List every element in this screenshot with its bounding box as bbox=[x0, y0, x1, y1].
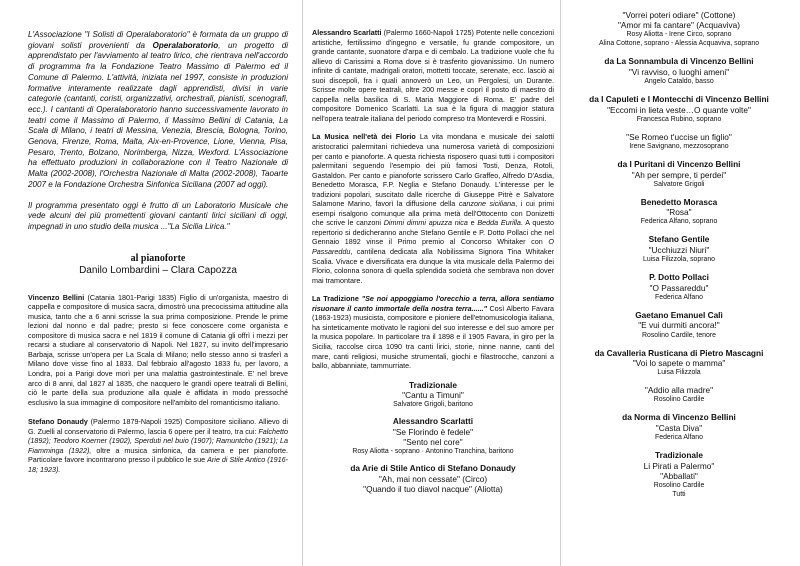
programme-list-middle bbox=[312, 380, 554, 495]
text-run: , un progetto di apprendistato per l'avviamento al teatro lirico, che rientrava nell'accordo di programma fra la Fondazione Teatro Massimo di Palermo ed il Comune di Palermo. L'attività, iniziata nel 1997, consiste in produzioni formative interamente realizzate dagli apprendisti, divisi in varie categorie (cantanti, coristi, organizzativi, orchestrali, pianisti, scenografi, ecc.). I cantanti di Operalaboratorio hanno successivamente lavorato in teatri come il Massimo di Palermo, il Massimo Bellini di Catania, La Scala di Milano, i teatri di Messina, Venezia, Brescia, Bologna, Torino, Genova, Firenze, Roma, Malta, Aix-en-Provence, Lione, Vienna, Pisa, Pesaro, Trento, Bolzano, Norimberga, Nizza, Wexford. L'Associazione ha effettuato produzioni in collaborazione con il Teatro Nazionale di Malta (2002-2008), l'Orchestra Nazionale di Malta (2002-2008), Taoarte 2007 e la Fondazione Orchestra Sinfonica Siciliana (2007 ad oggi). bbox=[28, 40, 289, 189]
song-title: "Voi lo sapete o mamma" bbox=[632, 358, 726, 369]
text-run: (Palermo 1660-Napoli 1725) Potente nelle concezioni artistiche, fertilissimo d'ingegno e versatile, fu grande compositore, un grande cantante, suonatore d'arpa e di cembalo. La tradizione vuole che fu allievo di Carissimi a Roma dove si è trasferito giovanissimo. Un numero infinite di cantate, madrigali oratori, mottetti toccate, serenate, ecc. lasciò ai suoi discepoli, fra i quali annoverò un Leo, un Pergolesi, un Durante. Scrisse molte opere teatrali, oltre 200 messe e coprì il posto di maestro di cappella nella basilica di S. Maria Maggiore di Roma. E' padre del compositore Domenico Scarlatti. La sua è la figura di maggior statura nell'opera teatrale italiana del periodo compreso tra Monteverdi e Rossini. bbox=[312, 28, 554, 123]
programme-list-right bbox=[566, 56, 792, 499]
programme-item bbox=[566, 197, 792, 227]
composer-title: P. Dotto Pollaci bbox=[649, 272, 709, 283]
performer-line: Luisa Filizzola, soprano bbox=[642, 256, 715, 264]
programme-item bbox=[566, 159, 792, 189]
text-run: e bbox=[467, 218, 478, 228]
bio-alessandro-scarlatti bbox=[312, 28, 554, 123]
performer-line: Rosy Aliotta - Irene Circo, soprano bbox=[626, 31, 732, 39]
composer-title: da La Sonnambula di Vincenzo Bellini bbox=[604, 56, 754, 67]
performer-line: Luisa Filizzola bbox=[657, 369, 701, 377]
text-run: . A questo repertorio si dedicheranno anche Stefano Gentile e P. Dotto Pollaci che nel Gennaio 1892 vinse il Primo premio al Concorso Whitaker con bbox=[312, 218, 554, 247]
composer-title: Benedetto Morasca bbox=[640, 196, 718, 207]
song-title: "Vorrei poteri odiare" (Cottone) bbox=[622, 10, 736, 20]
performer-line: Salvatore Grigoli bbox=[653, 180, 705, 188]
composer-title: Gaetano Emanuel Calì bbox=[635, 309, 723, 320]
performer-line: Alina Cottone, soprano - Alessia Acquaviva, soprano bbox=[598, 40, 760, 48]
programme-item bbox=[566, 450, 792, 499]
text-run: Vincenzo Bellini bbox=[28, 292, 85, 302]
composer-title: da Arie di Stile Antico di Stefano Donaudy bbox=[350, 463, 516, 474]
performer-line: Federica Alfano, soprano bbox=[640, 218, 718, 226]
performer-line: Rosy Aliotta - soprano · Antonino Tranchina, baritono bbox=[352, 448, 514, 456]
text-run: La Tradizione bbox=[312, 294, 359, 304]
bio-stefano-donaudy bbox=[28, 417, 288, 474]
song-title: "Ah, mai non cessate" (Circo) bbox=[378, 473, 488, 484]
performer-line: Federica Alfano bbox=[655, 293, 703, 301]
text-run: O Passareddu bbox=[312, 237, 554, 257]
song-title: "Casta Diva" bbox=[655, 422, 703, 433]
composer-title: Tradizionale bbox=[409, 379, 457, 390]
composer-title: Alessandro Scarlatti bbox=[392, 416, 474, 427]
programme-item bbox=[566, 310, 792, 340]
section-musica-florio bbox=[312, 132, 554, 285]
programme-item bbox=[312, 380, 554, 410]
song-title: "Vi ravviso, o luoghi ameni" bbox=[628, 66, 730, 77]
song-title: "Cantu a Timuni" bbox=[402, 390, 464, 401]
song-title: "Abballati" bbox=[660, 470, 698, 481]
text-run: Falchetto (1892); Teodoro Koerner (1902), Sperduti nel buio (1907); Ramuntcho (1921); La Fiamminga (1922), bbox=[28, 426, 288, 455]
song-title: "Ah per sempre, ti perdei" bbox=[631, 169, 727, 180]
pianoforte-title: al pianoforte bbox=[130, 252, 186, 264]
composer-title: da Cavalleria Rusticana di Pietro Mascagni bbox=[594, 347, 764, 358]
text-run: La vita mondana e musicale dei salotti aristocratici palermitani richiedeva una numerosa varietà di composizioni per canto e pianoforte. A questa richiesta risposero quasi tutti i compositori palermitani seguendo l'esempio dei più famosi Tosti, Denza, Rotoli, Gastaldon. Per canto e pianoforte scrissero Carlo Graffeo, Alfredo D'Asdia, Benedetto Morasca, F.P. Neglia e Stefano Donaudy. L'interesse per le tradizioni popolari, suscitato dalle ricerche di Giuseppe Pitrè e Salvatore Salamone Marino, favorì la diffusione della bbox=[312, 132, 554, 209]
performer-line: Rosolino Cardile bbox=[653, 482, 705, 490]
composer-title: da I Puritani di Vincenzo Bellini bbox=[617, 159, 741, 170]
performer-line: Salvatore Grigoli, baritono bbox=[393, 401, 473, 409]
performer-line: Francesca Rubino, soprano bbox=[636, 115, 722, 123]
composer-title: da Norma di Vincenzo Bellini bbox=[622, 412, 736, 423]
performer-line: Rosolino Cardile bbox=[653, 396, 705, 404]
text-run: Dimmi dimmi apuzza nica bbox=[383, 218, 468, 228]
programme-item bbox=[566, 234, 792, 264]
text-run: canzone siciliana bbox=[458, 199, 516, 209]
bio-vincenzo-bellini bbox=[28, 293, 288, 408]
text-run: (Catania 1801-Parigi 1835) Figlio di un'organista, maestro di cappella e compositore di musica sacra, dimostrò una precocissima attitudine alla musica, tanto che a 6 anni scrisse la sua prima composizione. Prende le prime lezioni dal nonno e dal padre; presto si fece conoscere come organista e compositore di musica sacra e nel 1819 il comune di Catania gli offrì i mezzi per recarsi a studiare al conservatorio di Napoli. Nel 1827, su invito dell'impresario Barbaja, scrisse un'opera per La Scala di Milano; nello stesso anno si trasferì a Milano dove visse fino al 1833. Dal febbraio all'agosto 1833 fu, per lavoro, a Londra, poi a Parigi dove morì per una malattia gastrointestinale. E' nel breve arco di 8 anni, dal 1827 al 1835, che nacquero le grandi opere teatrali di Bellini, ciò le parte della sua produzione alla quale è affidata in modo pressoché esclusivo la sua immagine di compositore nell'ambito del romanticismo italiano. bbox=[28, 292, 289, 407]
performer-line: Angelo Cataldo, basso bbox=[644, 78, 714, 86]
text-run: , i cui primi esempi risalgono comunque alla prima metà dell'Ottocento con Donizetti che scrive le canzoni bbox=[312, 199, 554, 228]
text-run: (Palermo 1879-Napoli 1925) Compositore siciliano. Allievo di G. Zuelli al conservatorio di Palermo, lascia 6 opere per il teatro, tra cui: bbox=[28, 417, 288, 436]
programme-item bbox=[566, 348, 792, 378]
text-run: Stefano Donaudy bbox=[28, 417, 88, 427]
section-tradizione bbox=[312, 294, 554, 370]
composer-title: Tradizionale bbox=[655, 450, 703, 461]
song-title: "Se Florindo è fedele" bbox=[392, 426, 474, 437]
song-title: "Rosa" bbox=[666, 207, 692, 218]
text-run: Operalaboratorio bbox=[152, 40, 219, 50]
column-left bbox=[0, 0, 302, 566]
text-run: Alessandro Scarlatti bbox=[312, 28, 382, 37]
intro-programme-paragraph: Il programma presentato oggi è frutto di un Laboratorio Musicale che vede alcuni dei più promettenti giovani cantanti lirici siciliani di oggi, impegnati in uno studio della musica ..."La Sicilia Lirica." bbox=[28, 200, 288, 231]
composer-title: da I Capuleti e I Montecchi di Vincenzo Bellini bbox=[589, 94, 769, 105]
song-title: "Amor mi fa cantare" (Acquaviva) bbox=[617, 20, 741, 31]
text-run: Arie di Stile Antico (1916-18; 1923). bbox=[28, 455, 288, 474]
pianoforte-names: Danilo Lombardini – Clara Capozza bbox=[79, 264, 237, 276]
song-title: "E vui durmiti ancora!" bbox=[638, 320, 720, 331]
song-title: "Eccomi in lieta veste…O quante volte" bbox=[607, 104, 751, 115]
composer-title: Stefano Gentile bbox=[648, 234, 710, 245]
text-run: Bedda Eurilla bbox=[477, 218, 521, 228]
programme-item bbox=[566, 94, 792, 124]
text-run: Così Alberto Favara (1863-1923) musicista, compositore e pioniere dell'etnomusicologia italiana, ha sinteticamente motivato le ragioni del suo interesse e del suo amore per la musica popolare. In particolare tra il 1898 e il 1905 Favara, in giro per la Sicilia, raccolse circa 1090 tra canti lirici, storie, ninne nanne, canti del mare, canti religiosi, musiche strumentali, giochi e filastrocche, canzoni a ballo, abbanniate, tammurriate. bbox=[312, 303, 555, 371]
programme-item bbox=[566, 56, 792, 86]
column-middle bbox=[302, 0, 560, 566]
programme-item bbox=[312, 463, 554, 494]
intro-paragraph bbox=[28, 30, 288, 191]
programme-top-block bbox=[566, 10, 792, 48]
song-title: Li Pirati a Palermo" bbox=[643, 460, 715, 471]
column-right bbox=[560, 0, 800, 566]
song-title: "Quando il tuo diavol nacque" (Aliotta) bbox=[363, 483, 503, 494]
programme-item bbox=[566, 385, 792, 404]
performer-line: Tutti bbox=[672, 491, 686, 499]
programme-item bbox=[566, 132, 792, 151]
performer-line: Federica Alfano bbox=[655, 434, 703, 442]
song-title: "Ucchiuzzi Niuri" bbox=[648, 244, 710, 255]
text-run: oltre a musica sinfonica, da camera e per pianoforte. Particolare favore incontrarono presso il pubblico le sue bbox=[28, 445, 288, 465]
programme-item bbox=[566, 272, 792, 302]
song-title: "Addio alla madre" bbox=[644, 385, 714, 396]
programme-item bbox=[566, 412, 792, 442]
song-title: "Sento nel core" bbox=[403, 437, 463, 447]
performer-line: Rosolino Cardile, tenore bbox=[642, 331, 716, 339]
text-run: L'Associazione "I Solisti di Operalaboratorio" è formata da un gruppo di giovani solisti provenienti da bbox=[28, 30, 288, 50]
text-run: "Se noi appoggiamo l'orecchio a terra, allora sentiamo risuonare il canto immortale della nostra terra......" bbox=[312, 294, 554, 313]
song-title: "Se Romeo t'uccise un figlio" bbox=[626, 131, 732, 142]
song-title: "O Passareddu" bbox=[649, 282, 709, 293]
text-run: , cantilena dedicata alla Nobilissima Signora Tina Whitaker Scalia. Vivace e diversificata era dunque la vita musicale della Palermo dei Florio, colonna sonora di quella splendida società che sembrava non dover mai tramontare. bbox=[312, 247, 554, 285]
text-run: La Musica nell'età dei Florio bbox=[312, 132, 416, 142]
programme-item bbox=[312, 416, 554, 456]
performer-line: Irene Savignano, mezzosoprano bbox=[629, 143, 729, 151]
